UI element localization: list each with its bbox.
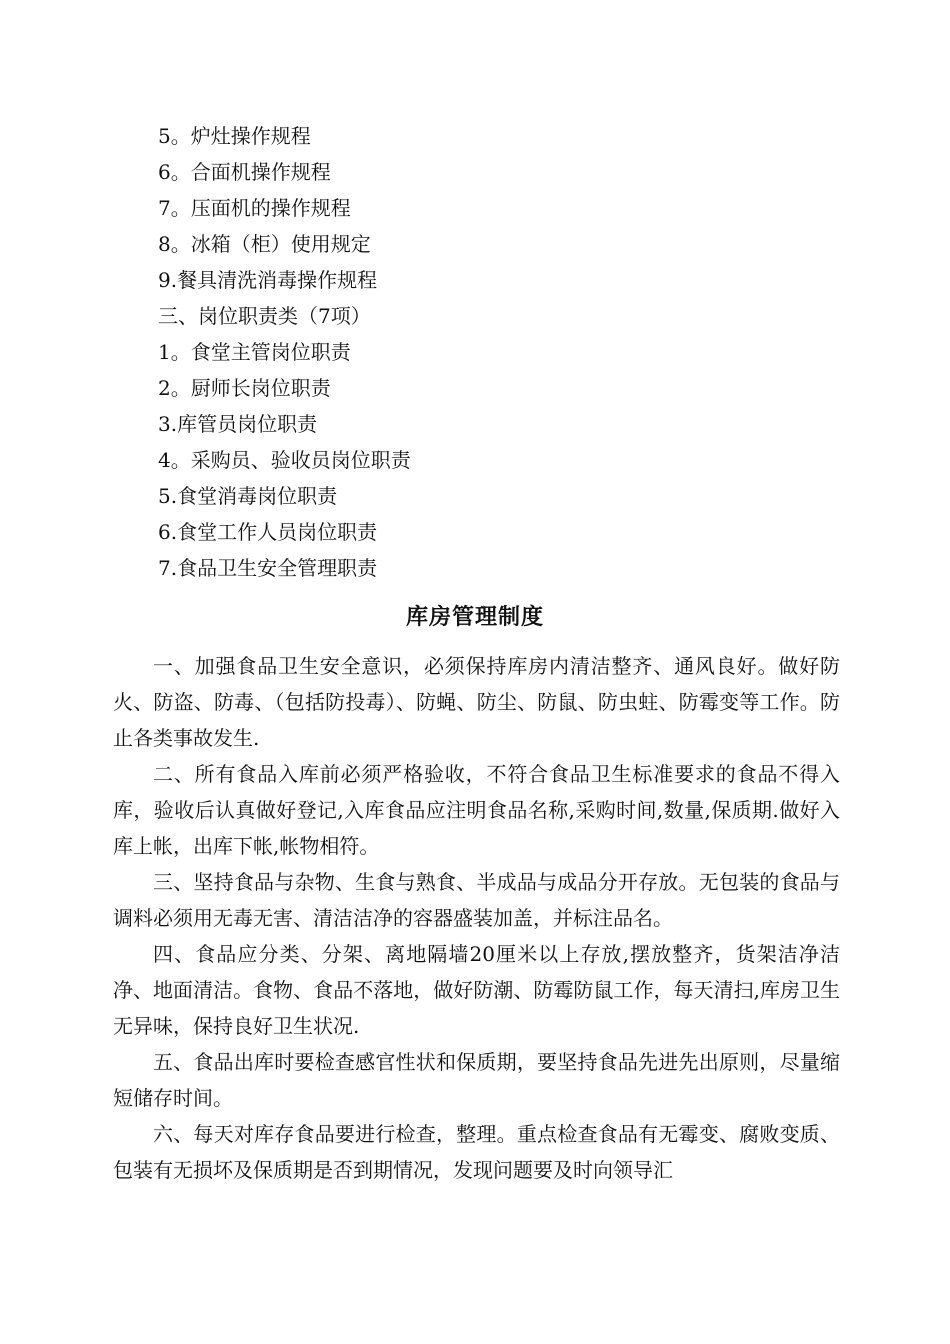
list-item: 4。采购员、验收员岗位职责: [158, 448, 411, 472]
list-item: 6.食堂工作人员岗位职责: [158, 520, 378, 544]
paragraph: 二、所有食品入库前必须严格验收，不符合食品卫生标准要求的食品不得入库，验收后认真做好登记,入库食品应注明食品名称,采购时间,数量,保质期.做好入库上帐，出库下帐,帐物相符。: [113, 762, 840, 858]
list-item: 7.食品卫生安全管理职责: [158, 556, 378, 580]
list-item: 7。压面机的操作规程: [158, 196, 351, 220]
paragraph: 六、每天对库存食品要进行检查，整理。重点检查食品有无霉变、腐败变质、包装有无损坏及保质期是否到期情况，发现问题要及时向领导汇: [113, 1122, 840, 1182]
procedure-list: [158, 118, 858, 586]
paragraph: 四、食品应分类、分架、离地隔墙20厘米以上存放,摆放整齐，货架洁净洁净、地面清洁。食物、食品不落地，做好防潮、防霉防鼠工作，每天清扫,库房卫生无异味，保持良好卫生状况.: [113, 942, 840, 1038]
list-heading: 三、岗位职责类（7项）: [158, 304, 371, 328]
list-item: 5。炉灶操作规程: [158, 124, 311, 148]
list-item: 5.食堂消毒岗位职责: [158, 484, 338, 508]
paragraph: 三、坚持食品与杂物、生食与熟食、半成品与成品分开存放。无包装的食品与调料必须用无毒无害、清洁洁净的容器盛装加盖，并标注品名。: [113, 870, 840, 930]
list-item: 3.库管员岗位职责: [158, 412, 318, 436]
list-item: 8。冰箱（柜）使用规定: [158, 232, 371, 256]
list-item: 1。食堂主管岗位职责: [158, 340, 351, 364]
section-body: [113, 648, 840, 1188]
paragraph: 五、食品出库时要检查感官性状和保质期，要坚持食品先进先出原则，尽量缩短储存时间。: [113, 1050, 840, 1110]
paragraph: 一、加强食品卫生安全意识，必须保持库房内清洁整齐、通风良好。做好防火、防盗、防毒、（包括防投毒）、防蝇、防尘、防鼠、防虫蛀、防霉变等工作。防止各类事故发生.: [113, 654, 840, 750]
list-item: 2。厨师长岗位职责: [158, 376, 331, 400]
list-item: 9.餐具清洗消毒操作规程: [158, 268, 378, 292]
section-title: 库房管理制度: [405, 605, 544, 630]
list-item: 6。合面机操作规程: [158, 160, 331, 184]
